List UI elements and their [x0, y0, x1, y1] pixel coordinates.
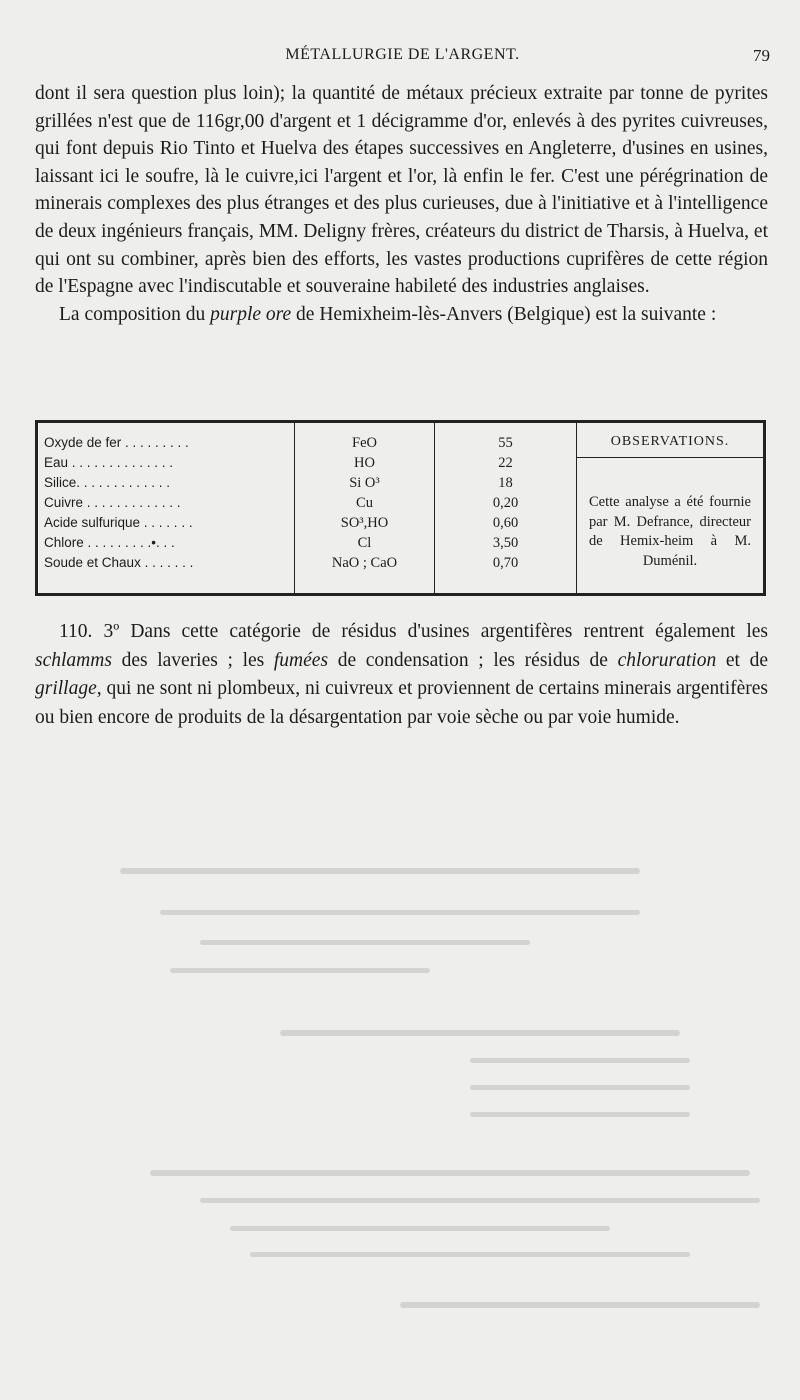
component-formula: SO³,HO	[340, 515, 389, 531]
section-number: 110. 3º	[59, 621, 120, 642]
component-value: 0,70	[492, 555, 519, 571]
paragraph-2-text-b: de Hemixheim-lès-Anvers (Belgique) est la suivante :	[291, 303, 717, 325]
component-name: Chlore . . . . . . . . .•. . .	[44, 535, 175, 550]
component-formula: NaO ; CaO	[331, 555, 398, 571]
paragraph-1: dont il sera question plus loin); la quantité de métaux précieux extraite par tonne de pyrites grillées n'est que de 116gr,00 d'argent et 1 décigramme d'or, enlevés à des pyrites cuivreuses, qui font depuis Rio Tinto et Huelva des étapes successives en Angleterre, d'usines en usines, laissant ici le soufre, là le cuivre,ici l'argent et l'or, là enfin le fer. C'est une pérégrination de minerais complexes des plus étranges et des plus curieuses, due à l'initiative et à l'intelligence de deux ingénieurs français, MM. Deligny frères, créateurs du district de Tharsis, à Huelva, et qui ont su combiner, après bien des efforts, les vastes productions cuprifères de cette région de l'Espagne avec l'indiscutable et souveraine habileté des industries anglaises.	[35, 83, 768, 298]
paragraph-3-text: de condensation ; les résidus de	[328, 649, 618, 671]
page-header	[35, 42, 770, 72]
observations-text: Cette analyse a été fournie par M. Defrance, directeur de Hemix-heim à M. Duménil.	[589, 494, 751, 569]
component-value: 22	[498, 455, 513, 471]
paragraph-3-emphasis: grillage	[35, 678, 97, 699]
running-head: MÉTALLURGIE DE L'ARGENT.	[285, 46, 520, 63]
component-value: 0,20	[492, 495, 519, 511]
component-formula: Si O³	[349, 475, 380, 491]
component-column	[38, 423, 294, 593]
value-column	[434, 423, 576, 593]
component-value: 3,50	[492, 535, 519, 551]
component-value: 0,60	[492, 515, 519, 531]
component-name: Eau . . . . . . . . . . . . . .	[44, 455, 174, 470]
page-number: 79	[753, 46, 770, 65]
observations-column	[576, 423, 763, 593]
component-formula: FeO	[352, 435, 377, 451]
paragraph-3-text: et de	[716, 649, 768, 671]
component-formula: Cl	[357, 535, 372, 551]
paragraph-3-text: Dans cette catégorie de résidus d'usines argentifères rentrent également les	[119, 621, 768, 642]
component-name: Soude et Chaux . . . . . . .	[44, 555, 194, 570]
component-name: Oxyde de fer . . . . . . . . .	[44, 435, 189, 450]
observations-header: OBSERVATIONS.	[577, 427, 763, 458]
component-formula: Cu	[356, 495, 373, 511]
section-110	[35, 618, 768, 732]
paragraph-2-text-a: La composition du	[59, 303, 211, 325]
paragraph-3-text: , qui ne sont ni plombeux, ni cuivreux et proviennent de certains minerais argentifères ou bien encore de produits de la désargentation par voie sèche ou par voie humide.	[35, 678, 768, 728]
paragraph-3	[35, 618, 768, 732]
composition-table	[35, 420, 766, 596]
component-value: 55	[498, 435, 513, 451]
paragraph-3-emphasis: schlamms	[35, 649, 112, 671]
paragraph-2-emphasis: purple ore	[210, 303, 292, 325]
body-text	[35, 80, 768, 328]
component-name: Cuivre . . . . . . . . . . . . .	[44, 495, 181, 510]
formula-column	[294, 423, 434, 593]
component-name: Acide sulfurique . . . . . . .	[44, 515, 193, 530]
component-value: 18	[498, 475, 513, 491]
component-formula: HO	[354, 455, 375, 471]
paragraph-3-emphasis: fumées	[273, 649, 329, 671]
paragraph-3-text: des laveries ; les	[111, 649, 274, 671]
component-name: Silice. . . . . . . . . . . . .	[44, 475, 171, 490]
paragraph-3-emphasis: chloruration	[617, 649, 717, 671]
paragraph-2	[35, 301, 768, 329]
